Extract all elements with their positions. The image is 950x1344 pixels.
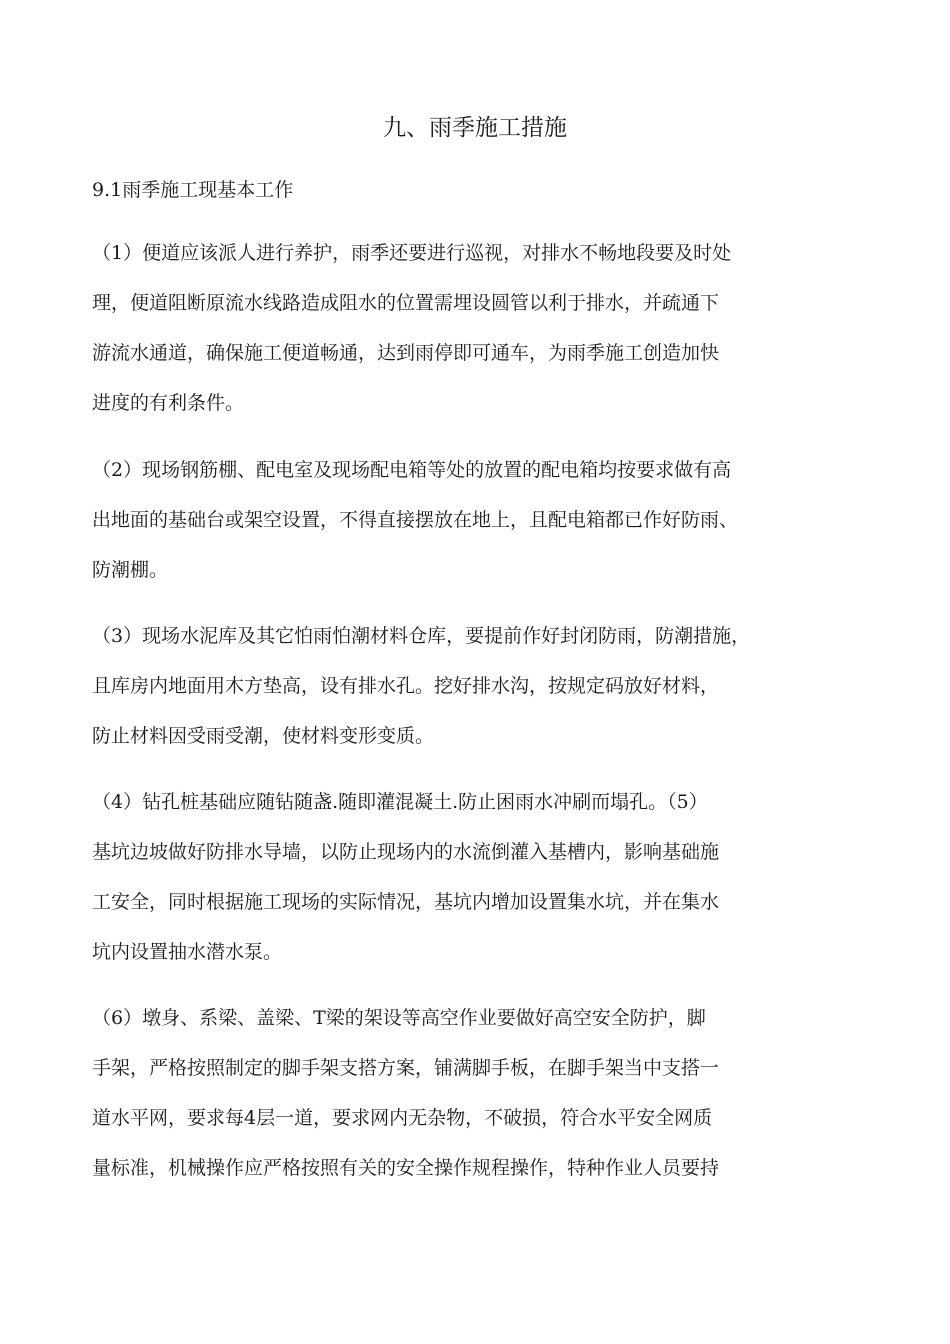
paragraph-5-line-2: 手架，严格按照制定的脚手架支搭方案，铺满脚手板，在脚手架当中支搭一 — [92, 1057, 720, 1079]
paragraph-1-line-3: 游流水通道，确保施工便道畅通，达到雨停即可通车，为雨季施工创造加快 — [92, 342, 720, 364]
section-heading: 9.1雨季施工现基本工作 — [92, 179, 294, 201]
paragraph-5-line-1: （6）墩身、系梁、盖梁、T梁的架设等高空作业要做好高空安全防护，脚 — [92, 1007, 706, 1029]
paragraph-4-line-4: 坑内设置抽水潜水泵。 — [92, 941, 283, 963]
paragraph-5-line-3: 道水平网，要求每4层一道，要求网内无杂物，不破损，符合水平安全网质 — [92, 1107, 713, 1129]
paragraph-2-line-3: 防潮棚。 — [92, 559, 169, 581]
page-title: 九、雨季施工措施 — [383, 115, 567, 141]
paragraph-2-line-1: （2）现场钢筋棚、配电室及现场配电箱等处的放置的配电箱均按要求做有高 — [92, 459, 732, 481]
paragraph-5-line-4: 量标准，机械操作应严格按照有关的安全操作规程操作，特种作业人员要持 — [92, 1157, 720, 1179]
paragraph-2-line-2: 出地面的基础台或架空设置，不得直接摆放在地上，且配电箱都已作好防雨、 — [92, 509, 739, 531]
paragraph-3-line-1: （3）现场水泥库及其它怕雨怕潮材料仓库，要提前作好封闭防雨，防潮措施， — [92, 625, 751, 647]
paragraph-3-line-3: 防止材料因受雨受潮，使材料变形变质。 — [92, 725, 435, 747]
paragraph-4-line-1: （4）钻孔桩基础应随钻随盏.随即灌混凝土.防止困雨水冲刷而塌孔。（5） — [92, 791, 708, 813]
paragraph-4-line-3: 工安全，同时根据施工现场的实际情况，基坑内增加设置集水坑，并在集水 — [92, 891, 720, 913]
paragraph-1-line-1: （1）便道应该派人进行养护，雨季还要进行巡视，对排水不畅地段要及时处 — [92, 242, 732, 264]
paragraph-1-line-4: 进度的有利条件。 — [92, 392, 245, 414]
paragraph-1-line-2: 理，便道阻断原流水线路造成阻水的位置需埋设圆管以利于排水，并疏通下 — [92, 292, 720, 314]
paragraph-3-line-2: 且库房内地面用木方垫高，设有排水孔。挖好排水沟，按规定码放好材料， — [92, 675, 720, 697]
paragraph-4-line-2: 基坑边坡做好防排水导墙，以防止现场内的水流倒灌入基槽内，影响基础施 — [92, 841, 720, 863]
